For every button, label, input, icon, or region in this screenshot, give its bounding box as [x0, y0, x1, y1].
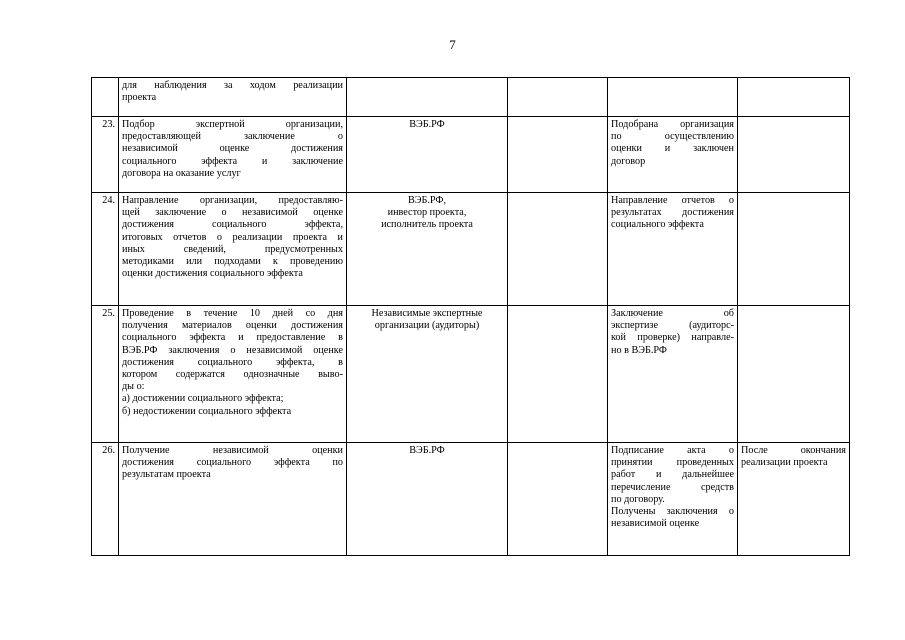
- action-text-line: получения материалов оценки достижения: [122, 320, 343, 332]
- term-cell: [738, 117, 850, 193]
- action-text-line: договора на оказание услуг: [122, 167, 241, 179]
- action-text-line: достижения социального эффекта по: [122, 457, 343, 469]
- table-row: [92, 117, 850, 193]
- responsible-cell: [347, 443, 508, 556]
- term-text-line: После окончания: [741, 445, 846, 456]
- responsible-text-line: Независимые экспертные: [371, 308, 483, 319]
- table-row: [92, 78, 850, 117]
- row-number-cell: [92, 193, 119, 306]
- responsible-cell: [347, 78, 508, 117]
- action-text-line: а) достижении социального эффекта;: [122, 393, 284, 405]
- row-number-cell: [92, 306, 119, 443]
- action-text-line: б) недостижении социального эффекта: [122, 405, 292, 417]
- row-number: 23.: [102, 119, 115, 130]
- term-cell: [738, 306, 850, 443]
- action-text-line: независимой оценке достижения: [122, 143, 343, 155]
- result-text-line: Подписание акта о: [611, 445, 734, 456]
- action-text-line: проекта: [122, 92, 157, 104]
- row-number-cell: [92, 78, 119, 117]
- result-text-line: результатах достижения: [611, 207, 734, 219]
- row-number: 26.: [102, 445, 115, 456]
- term-cell: [738, 443, 850, 556]
- result-text-line: договор: [611, 155, 646, 167]
- result-text-line: по осуществлению: [611, 131, 734, 143]
- result-text-line: социального эффекта: [611, 219, 704, 231]
- action-text-line: Направление организации, предоставляю-: [122, 195, 343, 206]
- result-text-line: Направление отчетов о: [611, 195, 734, 206]
- action-cell: [119, 117, 347, 193]
- row-number: 24.: [102, 195, 115, 206]
- result-text-line: оценки и заключен: [611, 143, 734, 155]
- action-cell: [119, 78, 347, 117]
- action-text-line: щей заключение о независимой оценке: [122, 207, 343, 219]
- responsible-cell: [347, 193, 508, 306]
- result-text-line: Подобрана организация: [611, 119, 734, 130]
- result-cell: [608, 78, 738, 117]
- row-number-cell: [92, 443, 119, 556]
- table-body: [92, 78, 850, 556]
- action-text-line: котором содержатся однозначные выво-: [122, 369, 343, 381]
- action-text-line: достижения социального эффекта, в: [122, 356, 343, 368]
- result-text-line: но в ВЭБ.РФ: [611, 344, 667, 356]
- row-number-cell: [92, 117, 119, 193]
- result-text-line: кой проверке) направле-: [611, 332, 734, 344]
- responsible-cell: [347, 306, 508, 443]
- result-text-line: независимой оценке: [611, 518, 700, 530]
- empty-cell: [508, 193, 608, 306]
- result-text-line: Заключение об: [611, 308, 734, 319]
- action-text-line: Подбор экспертной организации,: [122, 119, 343, 130]
- table-row: [92, 443, 850, 556]
- action-text-line: социального эффекта и предоставление в: [122, 332, 343, 344]
- empty-cell: [508, 306, 608, 443]
- action-text-line: результатам проекта: [122, 469, 211, 481]
- responsible-text-line: инвестор проекта,: [387, 207, 467, 219]
- responsible-cell: [347, 117, 508, 193]
- result-text-line: работ и дальнейшее: [611, 469, 734, 481]
- responsible-text-line: организации (аудиторы): [374, 320, 480, 332]
- empty-cell: [508, 117, 608, 193]
- action-text-line: ды о:: [122, 381, 145, 393]
- result-text-line: Получены заключения о: [611, 506, 734, 518]
- page-number: 7: [449, 37, 456, 52]
- action-text-line: иных сведений, предусмотренных: [122, 243, 343, 255]
- action-text-line: для наблюдения за ходом реализации: [122, 80, 343, 91]
- action-text-line: достижения социального эффекта,: [122, 219, 343, 231]
- action-text-line: предоставляющей заключение о: [122, 131, 343, 143]
- term-text-line: реализации проекта: [741, 457, 828, 469]
- result-text-line: экспертизе (аудиторс-: [611, 320, 734, 332]
- responsible-text-line: ВЭБ.РФ: [409, 119, 445, 130]
- responsible-text-line: ВЭБ.РФ: [409, 445, 445, 456]
- table-row: [92, 193, 850, 306]
- action-cell: [119, 193, 347, 306]
- action-cell: [119, 443, 347, 556]
- result-text-line: по договору.: [611, 493, 665, 505]
- result-cell: [608, 193, 738, 306]
- action-text-line: оценки достижения социального эффекта: [122, 268, 303, 280]
- empty-cell: [508, 443, 608, 556]
- action-text-line: социального эффекта и заключение: [122, 155, 343, 167]
- action-text-line: итоговых отчетов о реализации проекта и: [122, 231, 343, 243]
- term-cell: [738, 78, 850, 117]
- term-cell: [738, 193, 850, 306]
- row-number: 25.: [102, 308, 115, 319]
- action-text-line: Проведение в течение 10 дней со дня: [122, 308, 343, 319]
- result-cell: [608, 306, 738, 443]
- action-text-line: ВЭБ.РФ заключения о независимой оценке: [122, 344, 343, 356]
- result-cell: [608, 117, 738, 193]
- result-cell: [608, 443, 738, 556]
- responsible-text-line: ВЭБ.РФ,: [407, 195, 446, 206]
- result-text-line: принятии проведенных: [611, 457, 734, 469]
- result-text-line: перечисление средств: [611, 481, 734, 493]
- empty-cell: [508, 78, 608, 117]
- table-row: [92, 306, 850, 443]
- responsible-text-line: исполнитель проекта: [381, 219, 473, 231]
- action-cell: [119, 306, 347, 443]
- action-text-line: Получение независимой оценки: [122, 445, 343, 456]
- procedure-table: [91, 77, 850, 556]
- action-text-line: методиками или подходами к проведению: [122, 256, 343, 268]
